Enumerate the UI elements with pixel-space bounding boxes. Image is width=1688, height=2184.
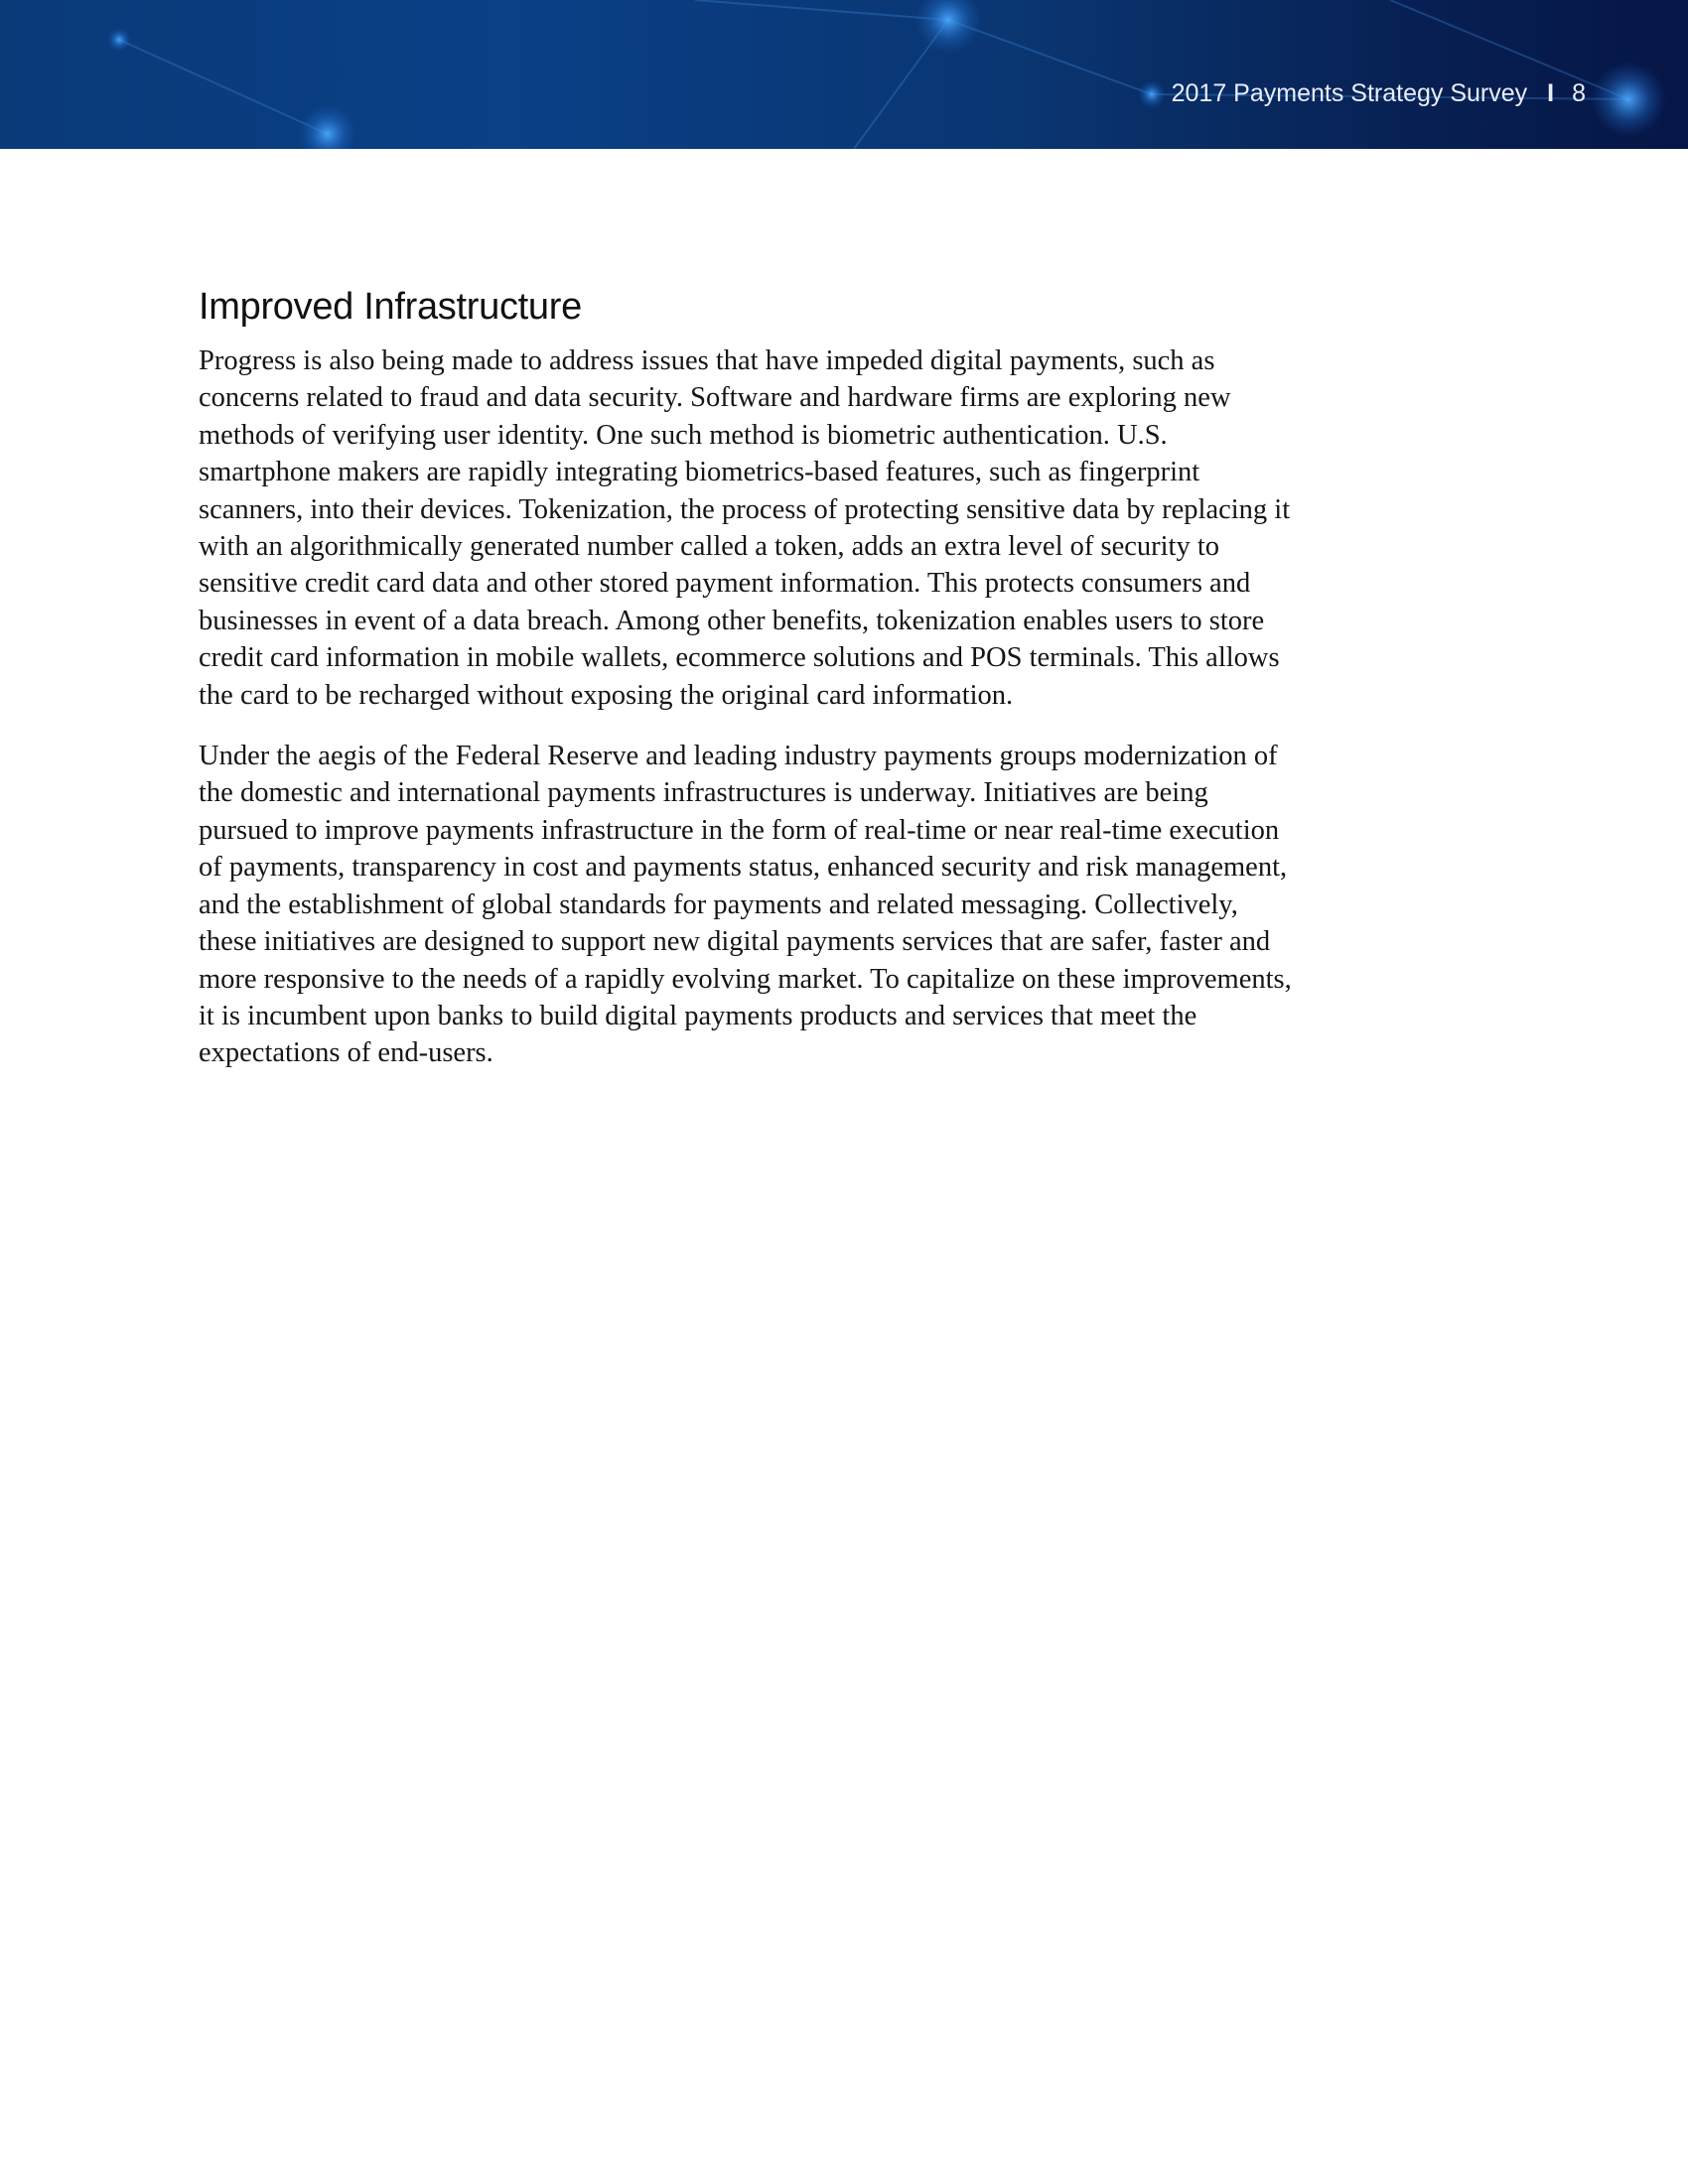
running-header bbox=[1172, 79, 1586, 108]
page-number: 8 bbox=[1572, 79, 1586, 107]
body-paragraph: Progress is also being made to address issues that have impeded digital payments, such as concerns related to fraud and data security. Software and hardware firms are exploring new methods of verifying user identity. One such method is biometric authentication. U.S. smartphone makers are rapidly integrating biometrics-based features, such as fingerprint scanners, into their devices. Tokenization, the process of protecting sensitive data by replacing it with an algorithmically generated number called a token, adds an extra level of security to sensitive credit card data and other stored payment information. This protects consumers and businesses in event of a data breach. Among other benefits, tokenization enables users to store credit card information in mobile wallets, ecommerce solutions and POS terminals. This allows the card to be recharged without exposing the original card information. bbox=[199, 345, 1291, 711]
main-content bbox=[199, 286, 1301, 1096]
header-banner bbox=[0, 0, 1688, 149]
body-paragraph: Under the aegis of the Federal Reserve and leading industry payments groups modernization of the domestic and international payments infrastructures is underway. Initiatives are being pursued to improve payments infrastructure in the form of real-time or near real-time execution of payments, transparency in cost and payments status, enhanced security and risk management, and the establishment of global standards for payments and related messaging. Collectively, these initiatives are designed to support new digital payments services that are safer, faster and more responsive to the needs of a rapidly evolving market. To capitalize on these improvements, it is incumbent upon banks to build digital payments products and services that meet the expectations of end-users. bbox=[199, 741, 1292, 1069]
network-graphic bbox=[0, 0, 1688, 149]
report-title: 2017 Payments Strategy Survey bbox=[1171, 79, 1528, 107]
header-separator: I bbox=[1547, 79, 1555, 107]
section-title: Improved Infrastructure bbox=[199, 286, 582, 328]
